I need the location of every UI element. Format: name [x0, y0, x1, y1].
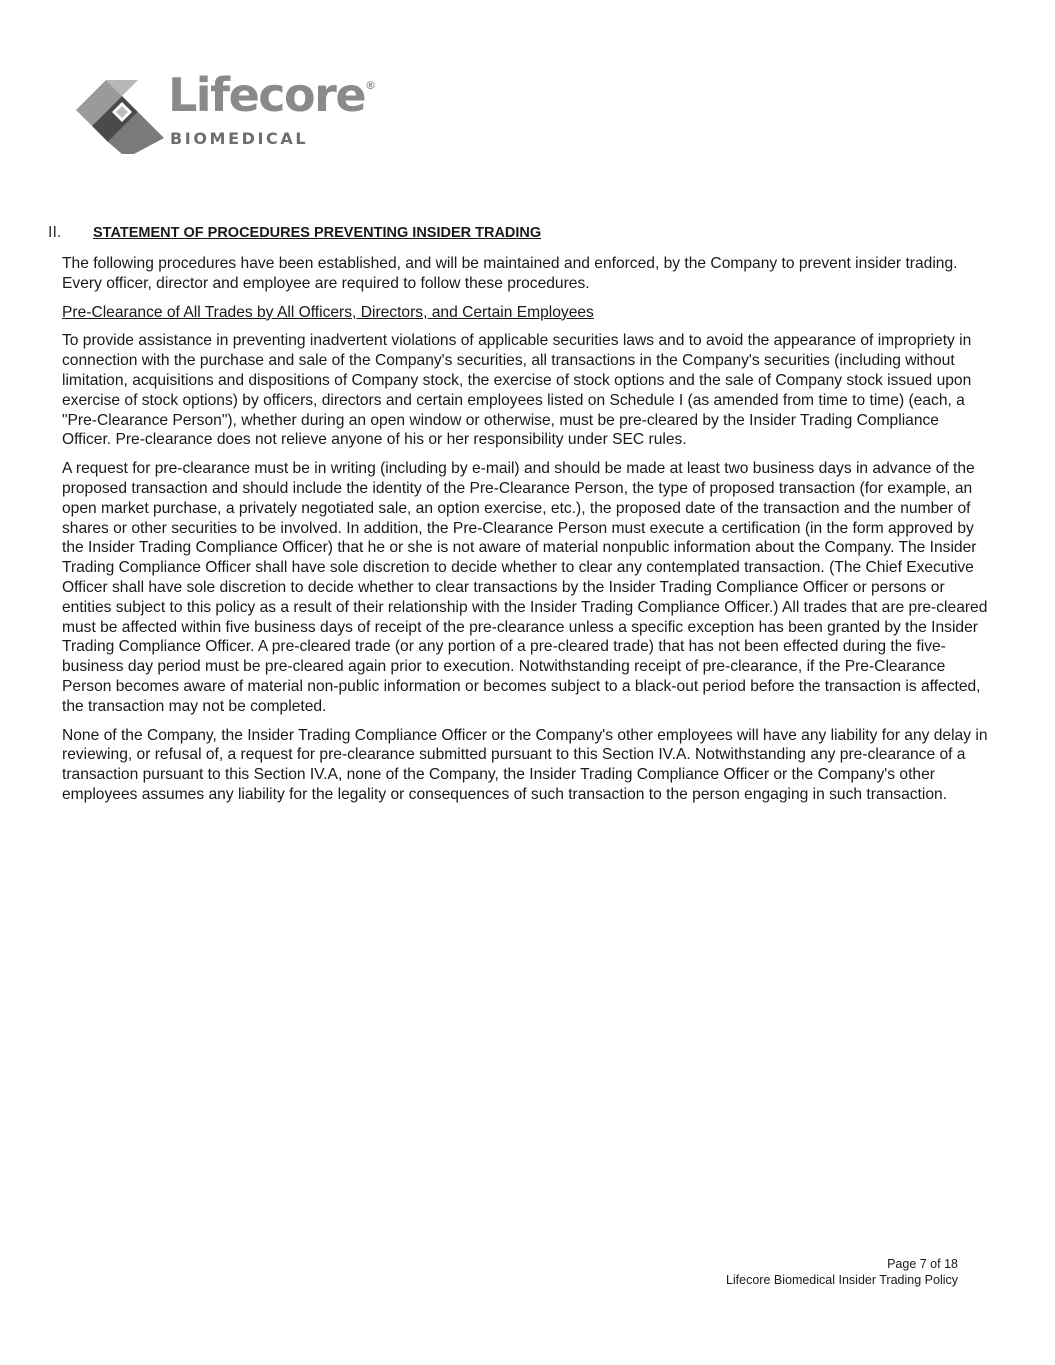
page-footer [726, 1256, 958, 1288]
body-paragraph-3: None of the Company, the Insider Trading Compliance Officer or the Company's other employees will have any liability for any delay in reviewing, or refusal of, a request for pre-clearance submitted pursuant to this Section IV.A. Notwithstanding any pre-clearance of a transaction pursuant to this Section IV.A, none of the Company, the Insider Trading Compliance Officer or the Company's other employees assumes any liability for the legality or consequences of such transaction to the person engaging in such transaction. [62, 726, 988, 803]
lifecore-diamond-logo-icon [76, 78, 168, 154]
body-paragraph-1: To provide assistance in preventing inadvertent violations of applicable securities laws and to avoid the appearance of impropriety in connection with the purchase and sale of the Company's securities, all transactions in the Company's securities (including without limitation, acquisitions and dispositions of Company stock, the exercise of stock options and the sale of Company stock issued upon exercise of stock options) by officers, directors and certain employees listed on Schedule I (as amended from time to time) (each, a "Pre-Clearance Person"), whether during an open window or otherwise, must be pre-cleared by the Insider Trading Compliance Officer. Pre-clearance does not relieve anyone of his or her responsibility under SEC rules. [62, 332, 972, 449]
company-logo [76, 68, 377, 154]
section-number: II. [48, 224, 62, 241]
document-name: Lifecore Biomedical Insider Trading Policy [725, 1273, 958, 1287]
logo-subtitle: BIOMEDICAL [170, 129, 309, 148]
section-title: STATEMENT OF PROCEDURES PREVENTING INSIDER TRADING [93, 225, 542, 241]
intro-paragraph: The following procedures have been established, and will be maintained and enforced, by the Company to prevent insider trading. Every officer, director and employee are required to follow these procedures. [62, 255, 958, 292]
pre-clearance-subheading: Pre-Clearance of All Trades by All Officers, Directors, and Certain Employees [62, 303, 594, 321]
section-heading [48, 224, 541, 242]
document-body [62, 254, 992, 814]
page-number: Page 7 of 18 [887, 1257, 958, 1271]
logo-wordmark: Lifecore® [168, 68, 377, 122]
body-paragraph-2: A request for pre-clearance must be in writing (including by e-mail) and should be made at least two business days in advance of the proposed transaction and should include the identity of the Pre-Clearance Person, the type of proposed transaction (for example, an open market purchase, a privately negotiated sale, an option exercise, etc.), the proposed date of the transaction and the number of shares or other securities to be involved. In addition, the Pre-Clearance Person must execute a certification (in the form approved by the Insider Trading Compliance Officer) that he or she is not aware of material nonpublic information about the Company. The Insider Trading Compliance Officer shall have sole discretion to decide whether to clear any contemplated transaction. (The Chief Executive Officer shall have sole discretion to decide whether to clear transactions by the Insider Trading Compliance Officer or persons or entities subject to this policy as a result of their relationship with the Insider Trading Compliance Officer.) All trades that are pre-cleared must be affected within five business days of receipt of the pre-clearance unless a specific exception has been granted by the Insider Trading Compliance Officer. A pre-cleared trade (or any portion of a pre-cleared trade) that has not been effected during the five-business day period must be pre-cleared again prior to execution. Notwithstanding receipt of pre-clearance, if the Pre-Clearance Person becomes aware of material non-public information or becomes subject to a black-out period before the transaction is affected, the transaction may not be completed. [62, 460, 988, 715]
